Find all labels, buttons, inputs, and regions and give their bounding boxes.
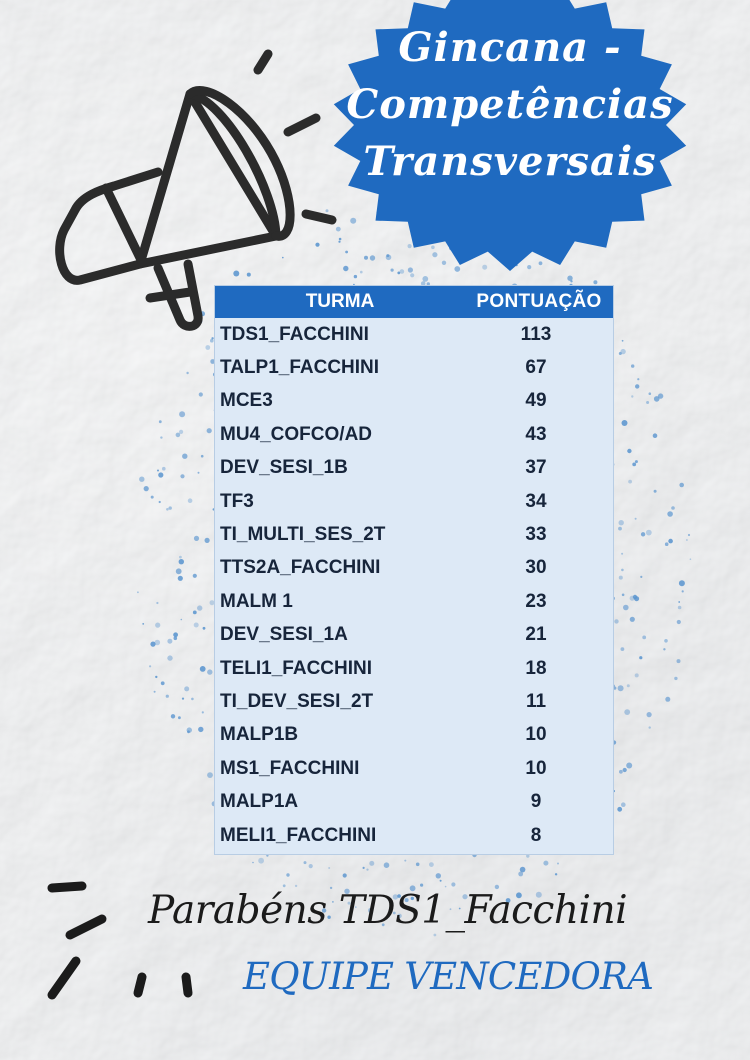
row-score: 18	[525, 657, 547, 679]
row-score: 37	[525, 457, 547, 479]
badge-line-2: Competências	[346, 81, 674, 128]
header-class: TURMA	[305, 291, 375, 312]
table-header	[215, 286, 613, 318]
table-row	[215, 785, 613, 818]
table-row	[215, 752, 613, 785]
row-class-name: TDS1_FACCHINI	[220, 323, 369, 345]
table-row	[215, 518, 613, 551]
table-row	[215, 452, 613, 485]
row-class-name: TI_MULTI_SES_2T	[220, 524, 386, 546]
row-score: 11	[525, 690, 547, 712]
title-badge	[320, 0, 700, 290]
congrats-text: Parabéns TDS1_Facchini	[148, 888, 628, 933]
table-row	[215, 318, 613, 351]
winner-text: EQUIPE VENCEDORA	[243, 955, 654, 998]
row-class-name: TALP1_FACCHINI	[220, 357, 380, 379]
row-score: 8	[530, 824, 542, 846]
row-score: 34	[525, 490, 547, 512]
row-class-name: MS1_FACCHINI	[220, 757, 360, 779]
row-score: 21	[525, 624, 547, 646]
table-row	[215, 652, 613, 685]
table-row	[215, 585, 613, 618]
row-score: 43	[525, 423, 547, 445]
table-row	[215, 485, 613, 518]
row-class-name: TI_DEV_SESI_2T	[220, 690, 374, 712]
row-class-name: MALP1A	[220, 791, 299, 813]
badge-line-3: Transversais	[363, 138, 657, 185]
row-class-name: DEV_SESI_1B	[220, 457, 348, 479]
row-class-name: MELI1_FACCHINI	[220, 824, 377, 846]
header-score: PONTUAÇÃO	[476, 291, 602, 312]
row-score: 33	[525, 524, 547, 546]
row-class-name: TF3	[220, 490, 254, 512]
row-class-name: TELI1_FACCHINI	[220, 657, 373, 679]
row-class-name: MCE3	[220, 390, 273, 412]
row-class-name: TTS2A_FACCHINI	[220, 557, 381, 579]
row-score: 67	[525, 357, 547, 379]
row-class-name: MALM 1	[220, 590, 293, 612]
table-body	[215, 318, 613, 852]
row-score: 10	[525, 757, 547, 779]
row-score: 9	[530, 791, 542, 813]
row-score: 49	[525, 390, 547, 412]
table-row	[215, 552, 613, 585]
row-class-name: DEV_SESI_1A	[220, 624, 348, 646]
badge-line-1: Gincana -	[398, 24, 622, 71]
score-table	[214, 285, 614, 855]
table-row	[215, 351, 613, 384]
table-row	[215, 719, 613, 752]
table-row	[215, 418, 613, 451]
row-score: 30	[525, 557, 547, 579]
row-score: 23	[525, 590, 547, 612]
table-row	[215, 619, 613, 652]
table-row	[215, 819, 613, 852]
row-score: 113	[520, 323, 552, 345]
row-class-name: MU4_COFCO/AD	[220, 423, 373, 445]
row-class-name: MALP1B	[220, 724, 299, 746]
row-score: 10	[525, 724, 547, 746]
table-row	[215, 385, 613, 418]
table-row	[215, 685, 613, 718]
